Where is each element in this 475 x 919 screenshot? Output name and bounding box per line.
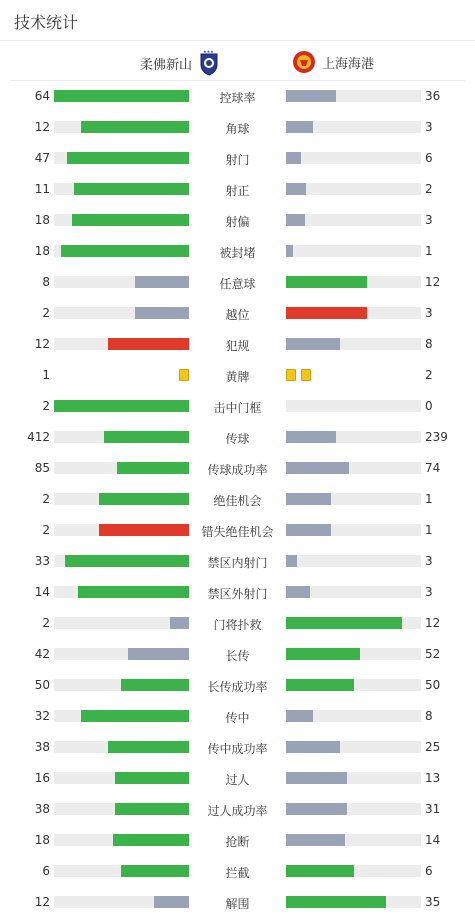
- home-bar-track: [54, 586, 189, 598]
- away-value: 12: [425, 616, 441, 630]
- home-bar-track: [54, 710, 189, 722]
- home-bar-fill: [74, 183, 189, 195]
- away-bar-fill: [286, 338, 340, 350]
- team-header: [10, 44, 465, 81]
- yellow-card-icon: [286, 369, 296, 381]
- away-value: 36: [425, 89, 441, 103]
- away-bar-track: [286, 648, 421, 660]
- home-bar-track: [54, 865, 189, 877]
- home-bar-track: [54, 834, 189, 846]
- home-value: 8: [42, 275, 50, 289]
- stat-label: 犯规: [225, 339, 250, 353]
- home-bar-fill: [67, 152, 189, 164]
- away-value: 14: [425, 833, 441, 847]
- home-value: 32: [34, 709, 50, 723]
- stat-label: 禁区外射门: [207, 587, 268, 601]
- home-value: 2: [42, 616, 50, 630]
- home-bar-fill: [81, 710, 189, 722]
- stat-row: [0, 577, 475, 608]
- away-value: 13: [425, 771, 441, 785]
- stat-label: 角球: [225, 122, 250, 136]
- stat-row: [0, 856, 475, 887]
- home-bar-track: [54, 121, 189, 133]
- home-value: 2: [42, 523, 50, 537]
- home-value: 6: [42, 864, 50, 878]
- home-bar-fill: [121, 679, 189, 691]
- away-bar-track: [286, 710, 421, 722]
- home-bar-track: [54, 772, 189, 784]
- away-value: 3: [425, 554, 433, 568]
- away-value: 0: [425, 399, 433, 413]
- away-value: 1: [425, 244, 433, 258]
- home-bar-track: [54, 338, 189, 350]
- stat-label: 禁区内射门: [207, 556, 268, 570]
- stat-label: 越位: [225, 308, 250, 322]
- home-value: 85: [34, 461, 50, 475]
- away-bar-fill: [286, 462, 349, 474]
- home-value: 12: [34, 895, 50, 909]
- home-bar-track: [54, 896, 189, 908]
- stat-label: 传中成功率: [207, 742, 268, 756]
- away-bar-fill: [286, 555, 297, 567]
- home-bar-fill: [135, 307, 189, 319]
- away-bar-track: [286, 307, 421, 319]
- stat-label: 解围: [225, 897, 250, 911]
- away-bar-fill: [286, 741, 340, 753]
- stat-row: [0, 112, 475, 143]
- away-bar-track: [286, 555, 421, 567]
- home-bar-fill: [170, 617, 189, 629]
- away-value: 52: [425, 647, 441, 661]
- stat-row: [0, 701, 475, 732]
- stat-label: 长传成功率: [207, 680, 268, 694]
- home-bar-fill: [72, 214, 189, 226]
- home-bar-fill: [121, 865, 189, 877]
- home-value: 2: [42, 306, 50, 320]
- stat-label: 控球率: [219, 91, 256, 105]
- stat-row: [0, 329, 475, 360]
- away-value: 6: [425, 864, 433, 878]
- away-team-name: 上海海港: [322, 56, 375, 72]
- yellow-card-icon: [301, 369, 311, 381]
- away-bar-fill: [286, 679, 354, 691]
- stat-label: 黄牌: [225, 370, 250, 384]
- stat-row: [0, 639, 475, 670]
- stat-label: 过人成功率: [207, 804, 268, 818]
- stat-row: [0, 608, 475, 639]
- away-value: 1: [425, 492, 433, 506]
- stat-label: 传球: [225, 432, 250, 446]
- home-bar-fill: [108, 741, 189, 753]
- home-value: 412: [27, 430, 50, 444]
- home-bar-track: [54, 245, 189, 257]
- stat-row: [0, 825, 475, 856]
- away-bar-fill: [286, 772, 347, 784]
- home-bar-track: [54, 431, 189, 443]
- stat-row: [0, 794, 475, 825]
- away-bar-fill: [286, 834, 345, 846]
- shanghai-port-crest-icon: [292, 50, 316, 74]
- away-value: 2: [425, 368, 433, 382]
- home-bar-track: [54, 648, 189, 660]
- away-value: 35: [425, 895, 441, 909]
- home-bar-fill: [99, 493, 189, 505]
- away-value: 3: [425, 306, 433, 320]
- stats-list: [0, 81, 475, 918]
- stat-row: [0, 267, 475, 298]
- away-bar-track: [286, 493, 421, 505]
- home-bar-fill: [54, 90, 189, 102]
- stat-label: 错失绝佳机会: [201, 525, 274, 539]
- home-value: 12: [34, 337, 50, 351]
- stat-label: 射正: [225, 184, 250, 198]
- home-bar-track: [54, 803, 189, 815]
- away-bar-fill: [286, 90, 336, 102]
- page-title: 技术统计: [14, 13, 79, 32]
- home-value: 64: [34, 89, 50, 103]
- stat-label: 射偏: [225, 215, 250, 229]
- away-value: 50: [425, 678, 441, 692]
- home-bar-track: [54, 183, 189, 195]
- home-value: 18: [34, 213, 50, 227]
- yellow-card-icon: [179, 369, 189, 381]
- away-value: 25: [425, 740, 441, 754]
- away-value: 3: [425, 120, 433, 134]
- away-bar-fill: [286, 586, 310, 598]
- away-value: 3: [425, 585, 433, 599]
- away-value: 239: [425, 430, 448, 444]
- stat-row: [0, 453, 475, 484]
- home-value: 1: [42, 368, 50, 382]
- stat-row: [0, 205, 475, 236]
- home-bar-track: [54, 90, 189, 102]
- stat-row: [0, 887, 475, 918]
- away-bar-fill: [286, 524, 331, 536]
- home-value: 16: [34, 771, 50, 785]
- home-bar-fill: [78, 586, 189, 598]
- away-bar-track: [286, 524, 421, 536]
- svg-text:★★★: ★★★: [203, 50, 214, 54]
- away-bar-track: [286, 400, 421, 412]
- away-bar-track: [286, 431, 421, 443]
- home-value: 14: [34, 585, 50, 599]
- stat-label: 击中门框: [213, 401, 262, 415]
- stat-label: 射门: [225, 153, 250, 167]
- home-bar-fill: [154, 896, 189, 908]
- away-bar-track: [286, 772, 421, 784]
- home-bar-fill: [65, 555, 189, 567]
- away-bar-fill: [286, 617, 402, 629]
- away-value: 74: [425, 461, 441, 475]
- stat-label: 传中: [225, 711, 250, 725]
- away-bar-track: [286, 90, 421, 102]
- home-value: 47: [34, 151, 50, 165]
- away-value: 8: [425, 337, 433, 351]
- away-bar-track: [286, 152, 421, 164]
- stat-row: [0, 422, 475, 453]
- away-bar-track: [286, 183, 421, 195]
- home-bar-fill: [128, 648, 189, 660]
- away-team[interactable]: [292, 50, 374, 74]
- stat-label: 过人: [225, 773, 250, 787]
- home-bar-fill: [115, 772, 189, 784]
- home-bar-track: [54, 493, 189, 505]
- away-bar-track: [286, 803, 421, 815]
- stat-row: [0, 546, 475, 577]
- stat-row: [0, 391, 475, 422]
- home-value: 11: [34, 182, 50, 196]
- home-bar-track: [54, 276, 189, 288]
- away-bar-track: [286, 617, 421, 629]
- home-value: 18: [34, 244, 50, 258]
- away-bar-fill: [286, 431, 336, 443]
- away-bar-track: [286, 276, 421, 288]
- away-bar-track: [286, 896, 421, 908]
- home-value: 2: [42, 399, 50, 413]
- home-bar-fill: [54, 400, 189, 412]
- home-bar-fill: [115, 803, 189, 815]
- home-bar-fill: [135, 276, 189, 288]
- away-bar-fill: [286, 896, 386, 908]
- stat-label: 门将扑救: [213, 618, 262, 632]
- home-value: 33: [34, 554, 50, 568]
- stat-row: [0, 236, 475, 267]
- away-value: 12: [425, 275, 441, 289]
- stat-row: [0, 360, 475, 391]
- away-bar-fill: [286, 152, 301, 164]
- away-bar-fill: [286, 493, 331, 505]
- johor-crest-icon: [198, 50, 220, 76]
- stat-row: [0, 763, 475, 794]
- stat-row: [0, 143, 475, 174]
- away-bar-fill: [286, 865, 354, 877]
- home-value: 42: [34, 647, 50, 661]
- home-value: 18: [34, 833, 50, 847]
- away-bar-fill: [286, 245, 293, 257]
- stat-row: [0, 298, 475, 329]
- away-bar-track: [286, 834, 421, 846]
- home-value: 12: [34, 120, 50, 134]
- stat-label: 传球成功率: [207, 463, 268, 477]
- home-bar-fill: [113, 834, 189, 846]
- home-bar-fill: [108, 338, 189, 350]
- header-divider: [0, 40, 475, 41]
- home-team[interactable]: [140, 50, 220, 76]
- away-bar-fill: [286, 307, 367, 319]
- home-bar-fill: [61, 245, 189, 257]
- stat-label: 任意球: [219, 277, 256, 291]
- away-bar-track: [286, 865, 421, 877]
- away-bar-track: [286, 245, 421, 257]
- away-bar-track: [286, 586, 421, 598]
- home-value: 38: [34, 802, 50, 816]
- home-bar-track: [54, 679, 189, 691]
- home-bar-track: [54, 214, 189, 226]
- home-value: 38: [34, 740, 50, 754]
- away-value: 8: [425, 709, 433, 723]
- away-bar-fill: [286, 214, 305, 226]
- home-bar-fill: [104, 431, 189, 443]
- home-bar-fill: [81, 121, 189, 133]
- stat-row: [0, 174, 475, 205]
- stat-row: [0, 670, 475, 701]
- stat-row: [0, 81, 475, 112]
- stat-row: [0, 732, 475, 763]
- home-bar-fill: [117, 462, 189, 474]
- home-value: 2: [42, 492, 50, 506]
- away-value: 2: [425, 182, 433, 196]
- away-bar-fill: [286, 183, 306, 195]
- home-team-name: 柔佛新山: [139, 57, 192, 73]
- away-bar-track: [286, 462, 421, 474]
- home-bar-fill: [99, 524, 189, 536]
- home-bar-track: [54, 462, 189, 474]
- stat-label: 抢断: [225, 835, 250, 849]
- home-bar-track: [54, 152, 189, 164]
- stat-label: 被封堵: [219, 246, 256, 260]
- away-value: 31: [425, 802, 441, 816]
- away-bar-fill: [286, 276, 367, 288]
- away-bar-track: [286, 679, 421, 691]
- stat-label: 绝佳机会: [213, 494, 262, 508]
- stat-row: [0, 515, 475, 546]
- away-bar-track: [286, 338, 421, 350]
- away-value: 3: [425, 213, 433, 227]
- away-bar-fill: [286, 710, 313, 722]
- away-bar-fill: [286, 648, 360, 660]
- away-bar-fill: [286, 803, 347, 815]
- away-value: 6: [425, 151, 433, 165]
- home-value: 50: [34, 678, 50, 692]
- home-bar-track: [54, 524, 189, 536]
- home-bar-track: [54, 307, 189, 319]
- home-bar-track: [54, 617, 189, 629]
- away-bar-fill: [286, 121, 313, 133]
- away-value: 1: [425, 523, 433, 537]
- stat-row: [0, 484, 475, 515]
- home-bar-track: [54, 400, 189, 412]
- home-bar-track: [54, 741, 189, 753]
- away-bar-track: [286, 214, 421, 226]
- away-bar-track: [286, 121, 421, 133]
- away-bar-track: [286, 741, 421, 753]
- stat-label: 长传: [225, 649, 250, 663]
- home-bar-track: [54, 555, 189, 567]
- stat-label: 拦截: [225, 866, 250, 880]
